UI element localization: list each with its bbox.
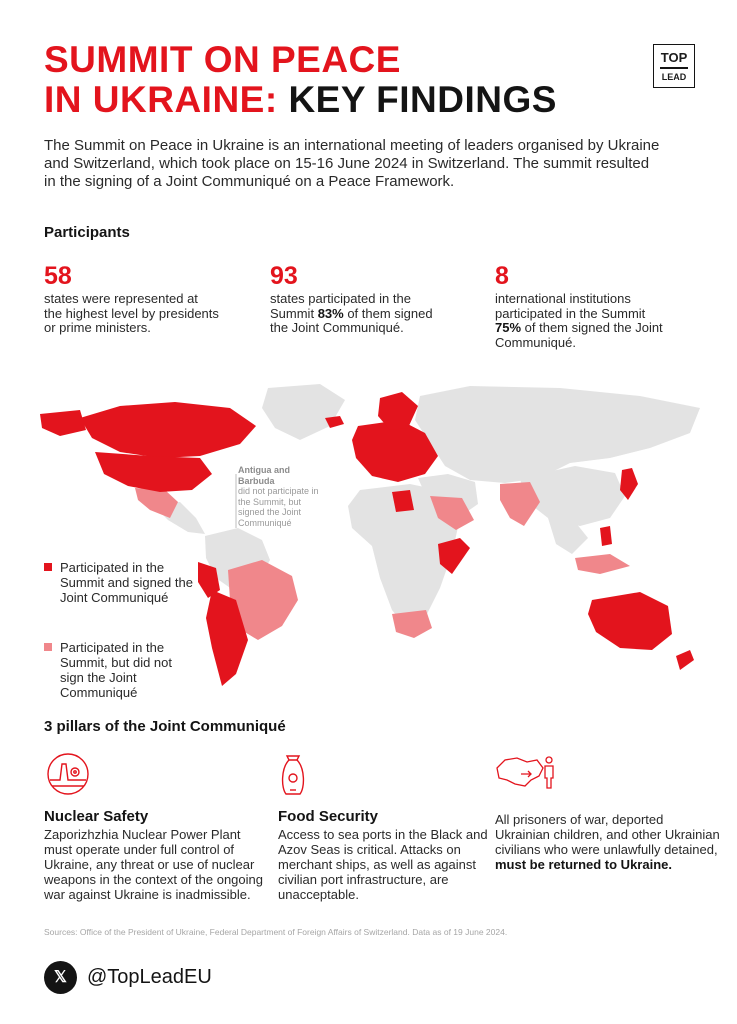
stat-description	[44, 292, 219, 336]
pillar-food-security	[278, 750, 503, 902]
ukraine-map-person-icon	[495, 750, 559, 798]
map-philippines	[600, 526, 612, 546]
stat-number: 8	[495, 262, 509, 290]
handle-text[interactable]: @TopLeadEU	[87, 965, 212, 988]
x-logo-icon: 𝕏	[44, 961, 77, 994]
stat-percent: 83%	[317, 305, 344, 321]
logo-line-2: LEAD	[661, 71, 687, 82]
map-greenland	[262, 384, 345, 440]
pillar-text	[495, 812, 720, 872]
legend-label-signed: Participated in the Summit and signed the Joint Communiqué	[60, 560, 193, 605]
page-title	[44, 40, 557, 120]
stat-international-institutions	[495, 262, 685, 350]
legend-swatch-not-signed	[44, 643, 52, 651]
grain-sack-icon	[278, 750, 328, 798]
title-line-1: SUMMIT ON PEACE	[44, 39, 401, 80]
annotation-text: did not participate in the Summit, but signed the Joint Communiqué	[238, 486, 319, 528]
nuclear-plant-icon	[44, 750, 94, 798]
map-mexico	[135, 488, 178, 518]
participants-heading: Participants	[44, 224, 130, 241]
stat-percent: 75%	[495, 320, 522, 335]
stat-states-highest-level	[44, 262, 234, 336]
stat-tail: of them signed the Joint Communiqué.	[495, 320, 663, 350]
stat-text: international institutions participated in the Summit	[495, 291, 646, 321]
map-australia	[588, 592, 672, 650]
map-new-zealand	[676, 650, 694, 670]
map-russia-central-asia	[415, 386, 700, 483]
annotation-country: Antigua and Barbuda	[238, 465, 290, 486]
intro-paragraph: The Summit on Peace in Ukraine is an international meeting of leaders organised by Ukraine and Switzerland, which took place on 15-16 June 2024 in Switzerland. The summit resulted in the signing of a Joint Communiqué on a Peace Framework.	[44, 137, 660, 190]
legend-signed	[44, 560, 194, 605]
pillar-nuclear-safety	[44, 750, 269, 902]
top-lead-logo	[653, 44, 695, 88]
title-line-2-black: KEY FINDINGS	[288, 79, 557, 120]
map-alaska	[40, 410, 86, 436]
pillar-text-bold: must be returned to Ukraine.	[495, 857, 672, 872]
stat-description	[495, 292, 670, 350]
stat-number: 93	[270, 262, 298, 290]
pillar-prisoners-return	[495, 750, 720, 872]
logo-line-1: TOP	[660, 50, 688, 65]
social-handle[interactable]	[44, 960, 212, 994]
stat-states-participated	[270, 262, 460, 336]
pillar-title: Nuclear Safety	[44, 808, 149, 825]
legend-swatch-signed	[44, 563, 52, 571]
sources-note: Sources: Office of the President of Ukraine, Federal Department of Foreign Affairs of Switzerland. Data as of 19 June 2024.	[44, 927, 508, 937]
antigua-annotation	[238, 465, 320, 528]
map-usa	[95, 452, 212, 492]
pillar-text: Access to sea ports in the Black and Azov Seas is critical. Attacks on merchant ships, as well as against civilian port infrastructure, are unacceptable.	[278, 827, 488, 902]
title-line-2-red: IN UKRAINE:	[44, 79, 278, 120]
logo-divider	[660, 67, 688, 69]
stat-description	[270, 292, 445, 336]
stat-tail: of them signed the Joint Communiqué.	[270, 305, 433, 335]
map-canada	[80, 402, 256, 458]
pillars-heading: 3 pillars of the Joint Communiqué	[44, 718, 286, 735]
map-indonesia	[575, 554, 630, 574]
legend-not-signed	[44, 640, 194, 700]
stat-text: states participated in the Summit	[270, 291, 411, 321]
map-south-africa	[392, 610, 432, 638]
pillar-text-main: All prisoners of war, deported Ukrainian children, and other Ukrainian civilians who were unlawfully detained,	[495, 812, 720, 857]
stat-number: 58	[44, 262, 72, 290]
pillar-text: Zaporizhzhia Nuclear Power Plant must operate under full control of Ukraine, any threat or use of nuclear weapons in the context of the ongoing war against Ukraine is inadmissible.	[44, 827, 263, 902]
legend-label-not-signed: Participated in the Summit, but did not sign the Joint Communiqué	[60, 640, 172, 700]
pillar-title: Food Security	[278, 808, 379, 825]
stat-text: states were represented at the highest level by presidents or prime ministers.	[44, 291, 219, 335]
